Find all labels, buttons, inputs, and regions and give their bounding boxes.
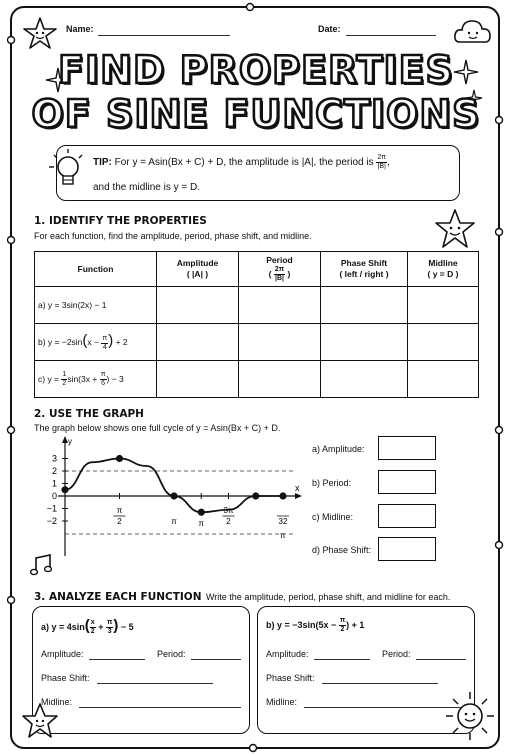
answer-cell[interactable] bbox=[239, 287, 321, 324]
x-tick-label: 2 bbox=[226, 517, 231, 526]
graph-point bbox=[61, 486, 68, 493]
section2-instructions: The graph below shows one full cycle of y = Asin(Bx + C) + D. bbox=[34, 423, 281, 433]
phase-answer-box[interactable] bbox=[378, 537, 436, 561]
x-tick-label: π bbox=[171, 517, 177, 526]
midline-answer-box[interactable] bbox=[378, 504, 436, 528]
name-field[interactable] bbox=[98, 35, 230, 36]
amplitude-answer-box[interactable] bbox=[378, 436, 436, 460]
card-a-period-label: Period: bbox=[157, 649, 186, 659]
header-function: Function bbox=[35, 252, 157, 287]
question-period-label: b) Period: bbox=[312, 478, 352, 488]
card-b-phase-label: Phase Shift: bbox=[266, 673, 315, 683]
x-tick-label: 2 bbox=[117, 517, 122, 526]
name-label: Name: bbox=[66, 24, 94, 34]
x-tick-label: 32 bbox=[278, 517, 288, 526]
card-a-midline-label: Midline: bbox=[41, 697, 73, 707]
properties-table bbox=[34, 251, 479, 398]
card-a-phase-label: Phase Shift: bbox=[41, 673, 90, 683]
sine-graph bbox=[28, 434, 304, 558]
card-b-period-field[interactable] bbox=[416, 659, 466, 660]
header-phase-shift: Phase Shift ( left / right ) bbox=[321, 252, 408, 287]
answer-cell[interactable] bbox=[157, 287, 239, 324]
function-cell: a) y = 3sin(2x) − 1 bbox=[35, 287, 157, 324]
y-tick-label: 0 bbox=[51, 491, 57, 501]
card-a-amplitude-label: Amplitude: bbox=[41, 649, 84, 659]
question-midline-label: c) Midline: bbox=[312, 512, 354, 522]
question-phase-label: d) Phase Shift: bbox=[312, 545, 372, 555]
sine-curve bbox=[65, 459, 283, 513]
graph-point bbox=[116, 455, 123, 462]
x-tick-label: 3π bbox=[223, 506, 234, 515]
card-b-function: b) y = −3sin(5x − $\frac{\pi}{2}$ ) + 1 bbox=[266, 617, 365, 633]
smiling-star-icon bbox=[432, 208, 478, 250]
graph-point bbox=[198, 509, 205, 516]
date-field[interactable] bbox=[346, 35, 436, 36]
card-b-phase-field[interactable] bbox=[322, 683, 438, 684]
date-label: Date: bbox=[318, 24, 341, 34]
x-axis-arrow bbox=[295, 493, 302, 499]
title-line-1: FIND PROPERTIES bbox=[58, 48, 454, 92]
tip-text-c: and the midline is y = D. bbox=[93, 182, 200, 193]
card-a-amplitude-field[interactable] bbox=[89, 659, 145, 660]
period-answer-box[interactable] bbox=[378, 470, 436, 494]
card-b-midline-label: Midline: bbox=[266, 697, 298, 707]
card-a-midline-field[interactable] bbox=[79, 707, 241, 708]
answer-cell[interactable] bbox=[408, 287, 479, 324]
smiling-star-icon bbox=[20, 702, 60, 740]
function-card-a bbox=[32, 606, 250, 734]
y-tick-label: −2 bbox=[46, 516, 57, 526]
y-axis-label: y bbox=[68, 437, 72, 446]
answer-cell[interactable] bbox=[408, 324, 479, 361]
function-cell: b) y = −2sin(x − $\frac{\pi}{4}$ ) + 2 bbox=[35, 324, 157, 361]
graph-point bbox=[170, 492, 177, 499]
answer-cell[interactable] bbox=[157, 361, 239, 398]
sun-icon bbox=[444, 690, 496, 742]
tip-period-fraction: $\frac{2\pi}{|B|}$ bbox=[377, 154, 387, 170]
y-tick-label: 3 bbox=[51, 453, 57, 464]
x-tail-label: π bbox=[280, 531, 286, 540]
section3-title: 3. ANALYZE EACH FUNCTION bbox=[34, 591, 202, 603]
card-b-midline-field[interactable] bbox=[304, 707, 466, 708]
card-b-amplitude-label: Amplitude: bbox=[266, 649, 309, 659]
card-a-period-field[interactable] bbox=[191, 659, 241, 660]
answer-cell[interactable] bbox=[157, 324, 239, 361]
section3-instructions: Write the amplitude, period, phase shift, and midline for each. bbox=[205, 592, 451, 602]
question-amplitude-label: a) Amplitude: bbox=[312, 444, 365, 454]
y-tick-label: 2 bbox=[51, 466, 57, 476]
answer-cell[interactable] bbox=[321, 361, 408, 398]
tip-box bbox=[56, 145, 460, 201]
section2-title: 2. USE THE GRAPH bbox=[34, 408, 144, 420]
y-tick-label: 1 bbox=[51, 478, 57, 489]
header-midline: Midline ( y = D ) bbox=[408, 252, 479, 287]
x-axis-label: x bbox=[295, 483, 300, 493]
section1-title: 1. IDENTIFY THE PROPERTIES bbox=[34, 215, 207, 227]
table-row bbox=[35, 324, 479, 361]
music-note-icon bbox=[28, 552, 54, 578]
header-amplitude: Amplitude ( |A| ) bbox=[157, 252, 239, 287]
header-period: Period ( $\frac{2\pi}{|B|}$ ) bbox=[239, 252, 321, 287]
smiling-star-icon bbox=[22, 16, 58, 50]
table-header-row bbox=[35, 252, 479, 287]
answer-cell[interactable] bbox=[321, 324, 408, 361]
graph-point bbox=[252, 492, 259, 499]
tip-comma: , bbox=[387, 157, 390, 169]
table-row bbox=[35, 287, 479, 324]
table-row bbox=[35, 361, 479, 398]
answer-cell[interactable] bbox=[408, 361, 479, 398]
answer-cell[interactable] bbox=[239, 324, 321, 361]
tip-text-a: For y = Asin(Bx + C) + D, the amplitude is |A|, the period is bbox=[114, 157, 374, 169]
section1-instructions: For each function, find the amplitude, period, phase shift, and midline. bbox=[34, 231, 312, 241]
answer-cell[interactable] bbox=[239, 361, 321, 398]
card-b-amplitude-field[interactable] bbox=[314, 659, 370, 660]
title-line-2: OF SINE FUNCTIONS bbox=[31, 92, 481, 136]
card-a-phase-field[interactable] bbox=[97, 683, 213, 684]
tip-label: TIP: bbox=[93, 157, 112, 169]
card-a-function: a) y = 4sin( $\frac{x}{2}$ + $\frac{\pi}{3}$ ) − 5 bbox=[41, 617, 134, 636]
graph-point bbox=[279, 492, 286, 499]
y-tick-label: −1 bbox=[46, 503, 57, 514]
function-card-b bbox=[257, 606, 475, 734]
answer-cell[interactable] bbox=[321, 287, 408, 324]
x-tick-label: π bbox=[116, 506, 123, 515]
function-cell: c) y = $\frac{1}{2}$ sin(3x + $\frac{\pi}{6}$ ) − 3 bbox=[35, 361, 157, 398]
x-tick-label: π bbox=[198, 519, 205, 528]
card-b-period-label: Period: bbox=[382, 649, 411, 659]
cloud-icon bbox=[452, 14, 494, 50]
